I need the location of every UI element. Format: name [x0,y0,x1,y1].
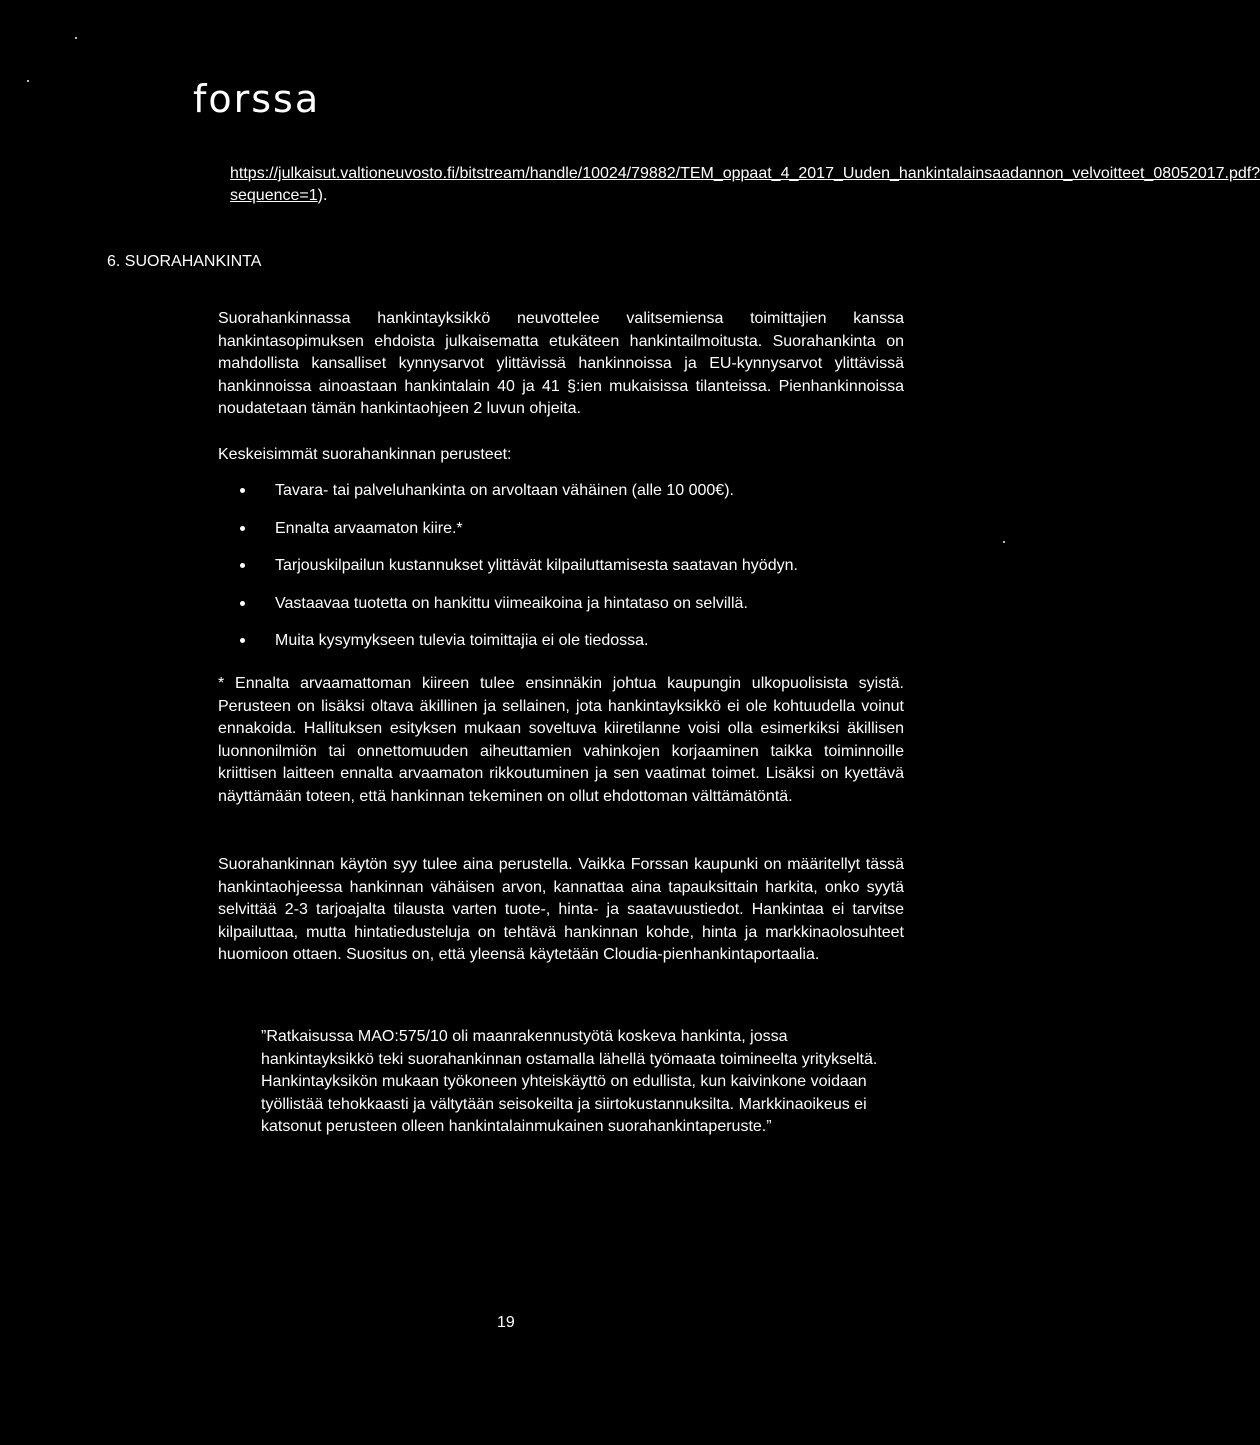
criteria-list-item: Vastaavaa tuotetta on hankittu viimeaikoina ja hintataso on selvillä. [240,593,798,631]
criteria-list-item: Tarjouskilpailun kustannukset ylittävät kilpailuttamisesta saatavan hyödyn. [240,555,798,593]
intro-paragraph: Suorahankinnassa hankintayksikkö neuvottelee valitsemiensa toimittajien kanssa hankintasopimuksen ehdoista julkaisematta etukäteen hankintailmoitusta. Suorahankinta on mahdollista kansalliset kynnysarvot ylittävissä hankinnoissa ja EU-kynnysarvot ylittävissä hankinnoissa ainoastaan hankintalain 40 ja 41 §:ien mukaisissa tilanteissa. Pienhankinnoissa noudatetaan tämän hankintaohjeen 2 luvun ohjeita. [218,310,904,417]
reference-url-link[interactable]: https://julkaisut.valtioneuvosto.fi/bitstream/handle/10024/79882/TEM_oppaat_4_2017_Uuden_hankintalainsaadannon_velvoitteet_08052017.pdf?sequence=1 [230,165,1260,204]
reference-url-block [230,163,1260,207]
page-number: 19 [497,1314,515,1331]
scan-speck [1003,541,1005,543]
footnote-paragraph: * Ennalta arvaamattoman kiireen tulee ensinnäkin johtua kaupungin ulkopuolisista syistä. Perusteen on lisäksi oltava äkillinen ja sellainen, jota hankintayksikkö ei ole kohtuudella voinut ennakoida. Hallituksen esityksen mukaan soveltuva kiiretilanne voisi olla esimerkiksi äkillisen luonnonilmiön tai onnettomuuden aiheuttamien vahinkojen korjaaminen taikka toiminnoille kriittisen laitteen ennalta arvaamaton rikkoutuminen ja sen vaatimat toimet. Lisäksi on kyettävä näyttämään toteen, että hankinnan tekeminen on ollut ehdottoman välttämätöntä. [218,675,904,805]
criteria-list-item: Tavara- tai palveluhankinta on arvoltaan vähäinen (alle 10 000€). [240,480,798,518]
scan-speck [75,37,77,39]
criteria-heading: Keskeisimmät suorahankinnan perusteet: [218,446,512,463]
criteria-list [240,480,798,668]
reference-url-suffix: ). [317,187,328,204]
section-heading: 6. SUORAHANKINTA [107,253,262,270]
case-quote: ”Ratkaisussa MAO:575/10 oli maanrakennustyötä koskeva hankinta, jossa hankintayksikkö teki suorahankinnan ostamalla lähellä työmaata toimineelta yritykseltä. Hankintayksikön mukaan työkoneen yhteiskäyttö on edullista, kun kaivinkone voidaan työllistää tehokkaasti ja vältytään seisokeilta ja siirtokustannuksilta. Markkinaoikeus ei katsonut perusteen olleen hankintalainmukainen suorahankintaperuste.” [261,1028,878,1135]
criteria-list-item: Muita kysymykseen tulevia toimittajia ei ole tiedossa. [240,630,798,668]
criteria-list-item: Ennalta arvaamaton kiire.* [240,518,798,556]
scan-speck [27,80,29,82]
forssa-logo: forssa [193,77,321,121]
justification-paragraph: Suorahankinnan käytön syy tulee aina perustella. Vaikka Forssan kaupunki on määritellyt tässä hankintaohjeessa hankinnan vähäisen arvon, kannattaa aina tapauksittain harkita, onko syytä selvittää 2-3 tarjoajalta tilausta varten tuote-, hinta- ja saatavuustiedot. Hankintaa ei tarvitse kilpailuttaa, mutta hintatiedusteluja on tehtävä hankinnan kohde, hinta ja markkinaolosuhteet huomioon ottaen. Suositus on, että yleensä käytetään Cloudia-pienhankintaportaalia. [218,856,904,963]
